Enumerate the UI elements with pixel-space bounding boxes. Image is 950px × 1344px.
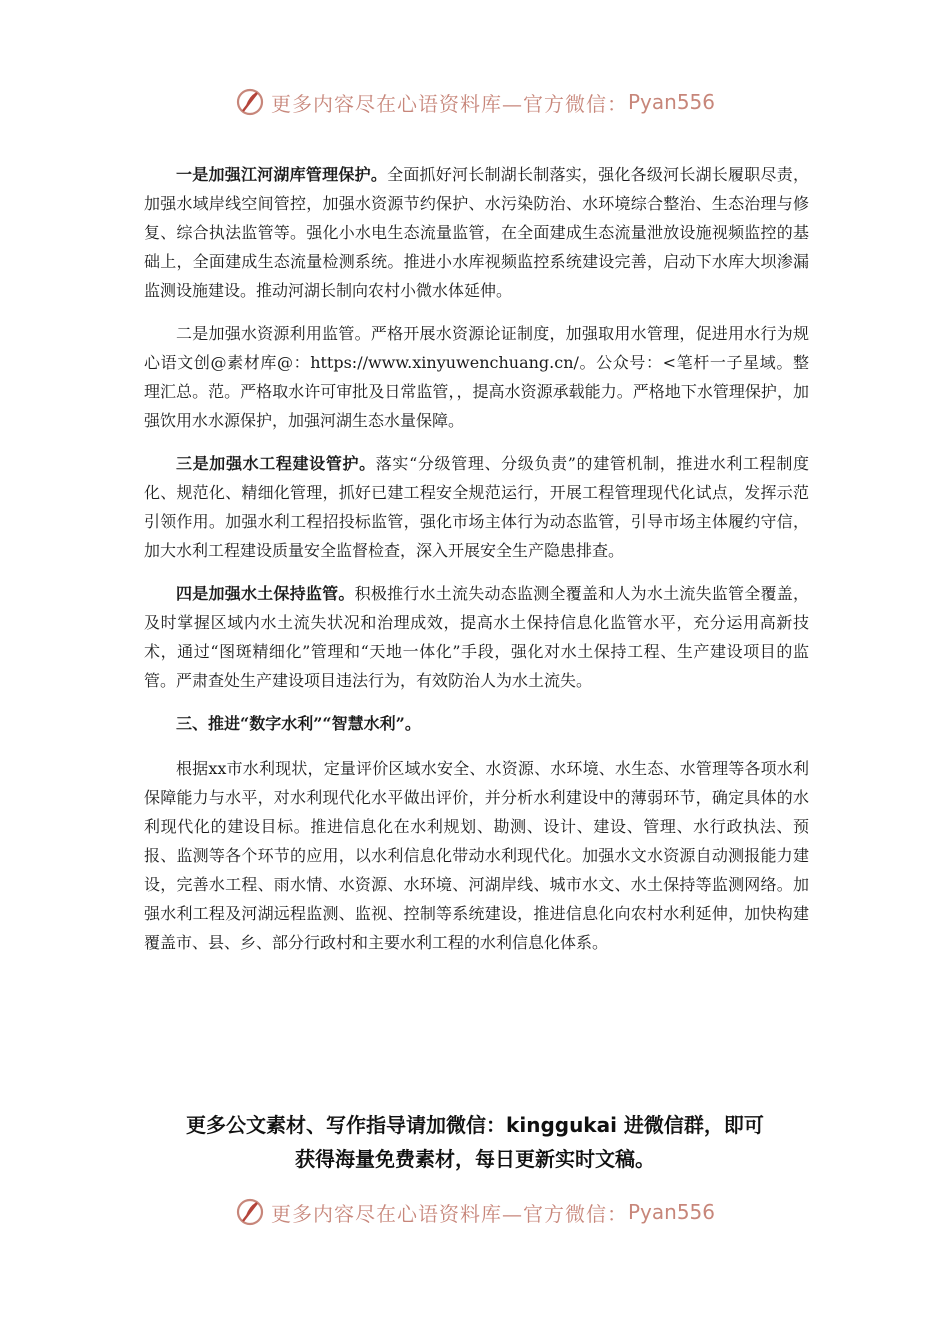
paragraph-water-resources xyxy=(144,319,809,435)
banner-text: 更多内容尽在心语资料库—官方微信： xyxy=(270,1201,628,1226)
quill-logo-icon xyxy=(235,87,265,117)
document-body xyxy=(144,160,809,971)
banner-wechat-id: Pyan556 xyxy=(627,90,715,114)
footer-note-line-2: 获得海量免费素材，每日更新实时文稿。 xyxy=(295,1147,655,1171)
paragraph-lead: 四是加强水土保持监管。 xyxy=(176,584,355,603)
paragraph-text: 全面抓好河长制湖长制落实，强化各级河长湖长履职尽责，加强水域岸线空间管控，加强水资源节约保护、水污染防治、水环境综合整治、生态治理与修复、综合执法监管等。强化小水电生态流量监管，在全面建成生态流量泄放设施视频监控的基础上，全面建成生态流量检测系统。推进小水库视频监控系统建设完善，启动下水库大坝渗漏监测设施建设。推动河湖长制向农村小微水体延伸。 xyxy=(144,165,809,300)
paragraph-rivers-lakes xyxy=(144,160,809,305)
banner-wechat-id: Pyan556 xyxy=(627,1200,715,1224)
paragraph-text: 积极推行水土流失动态监测全覆盖和人为水土流失监管全覆盖，及时掌握区域内水土流失状况和治理成效，提高水土保持信息化监管水平，充分运用高新技术，通过“图斑精细化”管理和“天地一体化”手段，强化对水土保持工程、生产建设项目的监管。严肃查处生产建设项目违法行为，有效防治人为水土流失。 xyxy=(144,584,809,690)
footer-note xyxy=(140,1108,810,1176)
paragraph-lead: 一是加强江河湖库管理保护。 xyxy=(176,165,388,184)
header-banner xyxy=(0,82,950,122)
paragraph-digital-water: 根据xx市水利现状，定量评价区域水安全、水资源、水环境、水生态、水管理等各项水利保障能力与水平，对水利现代化水平做出评价，并分析水利建设中的薄弱环节，确定具体的水利现代化的建设目标。推进信息化在水利规划、勘测、设计、建设、管理、水行政执法、预报、监测等各个环节的应用，以水利信息化带动水利现代化。加强水文水资源自动测报能力建设，完善水工程、雨水情、水资源、水环境、河湖岸线、城市水文、水土保持等监测网络。加强水利工程及河湖远程监测、监视、控制等系统建设，推进信息化向农村水利延伸，加快构建覆盖市、县、乡、部分行政村和主要水利工程的水利信息化体系。 xyxy=(144,759,809,952)
paragraph-water-engineering xyxy=(144,449,809,565)
quill-logo-icon xyxy=(235,1197,265,1227)
paragraph-text: 落实“分级管理、分级负责”的建管机制，推进水利工程制度化、规范化、精细化管理，抓好已建工程安全规范运行，开展工程管理现代化试点，发挥示范引领作用。加强水利工程招投标监管，强化市场主体行为动态监管，引导市场主体履约守信，加大水利工程建设质量安全监督检查，深入开展安全生产隐患排查。 xyxy=(144,454,809,560)
footer-banner xyxy=(0,1192,950,1232)
section-heading: 三、推进“数字水利”“智慧水利”。 xyxy=(176,714,421,733)
banner-text: 更多内容尽在心语资料库—官方微信： xyxy=(270,91,628,116)
paragraph-lead: 三是加强水工程建设管护。 xyxy=(176,454,376,473)
footer-note-line-1: 更多公文素材、写作指导请加微信：kinggukai 进微信群，即可 xyxy=(186,1113,764,1137)
paragraph-soil-conservation xyxy=(144,579,809,695)
paragraph-text: 二是加强水资源利用监管。严格开展水资源论证制度，加强取用水管理，促进用水行为规心语文创@素材库@：https://www.xinyuwenchuang.cn/。公众号：<笔杆一子星域。整理汇总。范。严格取水许可审批及日常监管，，提高水资源承载能力。严格地下水管理保护，加强饮用水水源保护，加强河湖生态水量保障。 xyxy=(144,324,809,430)
